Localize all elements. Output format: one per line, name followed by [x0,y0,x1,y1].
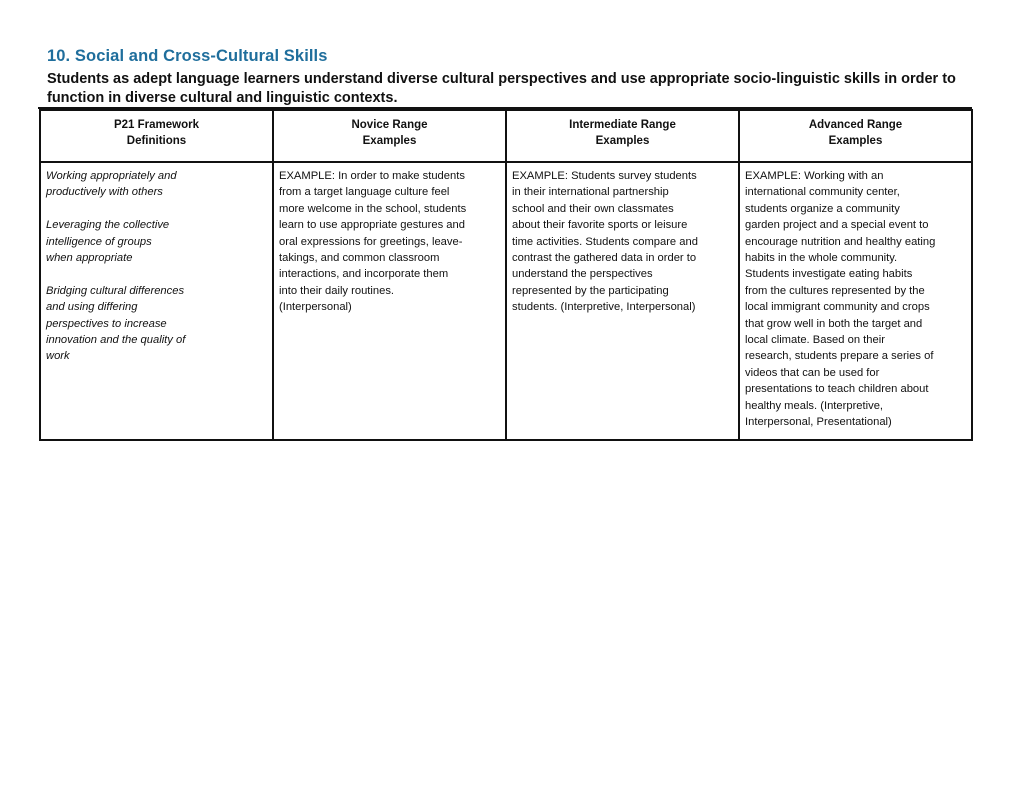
example-line: from a target language culture feel [279,186,450,199]
example-line: encourage nutrition and healthy eating [745,235,936,248]
example-line: international community center, [745,186,900,199]
example-line: learn to use appropriate gestures and [279,219,465,232]
example-line: contrast the gathered data in order to [512,252,697,265]
example-line: students. (Interpretive, Interpersonal) [512,301,696,314]
example-line: oral expressions for greetings, leave- [279,235,463,248]
example-line: represented by the participating [512,284,669,297]
example-line: time activities. Students compare and [512,235,698,248]
definition-item [46,168,268,201]
header-line: Advanced Range [808,119,903,131]
definition-item [46,283,268,365]
header-definitions [40,110,273,162]
example-line: that grow well in both the target and [745,317,923,330]
example-line: presentations to teach children about [745,383,929,396]
header-advanced [739,110,972,162]
example-line: garden project and a special event to [745,219,929,232]
header-novice [273,110,506,162]
example-line: Interpersonal, Presentational) [745,416,892,429]
example-line: videos that can be used for [745,366,880,379]
header-line: Examples [362,135,417,147]
advanced-example-cell [739,162,972,440]
header-intermediate [506,110,739,162]
example-line: (Interpersonal) [279,301,352,314]
section-title: 10. Social and Cross-Cultural Skills [47,47,328,65]
intermediate-example-cell [506,162,739,440]
example-line: EXAMPLE: Students survey students [512,170,697,182]
example-line: local climate. Based on their [745,334,885,347]
header-line: Examples [595,135,650,147]
header-line: P21 Framework [113,119,199,131]
example-line: EXAMPLE: In order to make students [279,170,465,182]
example-line: school and their own classmates [512,202,674,215]
example-line: habits in the whole community. [745,252,898,265]
example-line: understand the perspectives [512,268,653,281]
table-row [40,162,972,440]
definition-line: Bridging cultural differences [46,284,185,297]
example-line: research, students prepare a series of [745,350,934,363]
example-line: interactions, and incorporate them [279,268,449,281]
header-line: Examples [828,135,883,147]
definition-item [46,217,268,266]
section-subtitle: Students as adept language learners understand diverse cultural perspectives and use appropriate socio-linguistic skills in order to function in diverse cultural and linguistic contexts. [47,71,956,106]
example-line: more welcome in the school, students [279,202,467,215]
definition-line: intelligence of groups [46,235,152,248]
example-line: in their international partnership [512,186,669,199]
example-line: EXAMPLE: Working with an [745,170,884,182]
definition-line: perspectives to increase [46,317,167,330]
example-line: local immigrant community and crops [745,301,930,314]
header-line: Definitions [126,135,187,147]
example-line: into their daily routines. [279,284,395,297]
definition-line: innovation and the quality of [46,334,186,347]
example-line: about their favorite sports or leisure [512,219,688,232]
definition-line: work [46,350,70,363]
example-line: healthy meals. (Interpretive, [745,399,884,412]
example-line: takings, and common classroom [279,252,440,265]
header-line: Novice Range [351,119,428,131]
definition-line: Leveraging the collective [46,219,170,232]
example-line: Students investigate eating habits [745,268,913,281]
table-header-row [40,110,972,162]
definition-line: when appropriate [46,252,133,265]
novice-example-cell [273,162,506,440]
definition-line: productively with others [46,186,163,199]
example-line: students organize a community [745,202,900,215]
example-line: from the cultures represented by the [745,284,925,297]
skills-table [39,109,973,441]
definition-line: Working appropriately and [46,170,177,182]
definition-line: and using differing [46,301,138,314]
definitions-cell [40,162,273,440]
header-line: Intermediate Range [569,119,676,131]
